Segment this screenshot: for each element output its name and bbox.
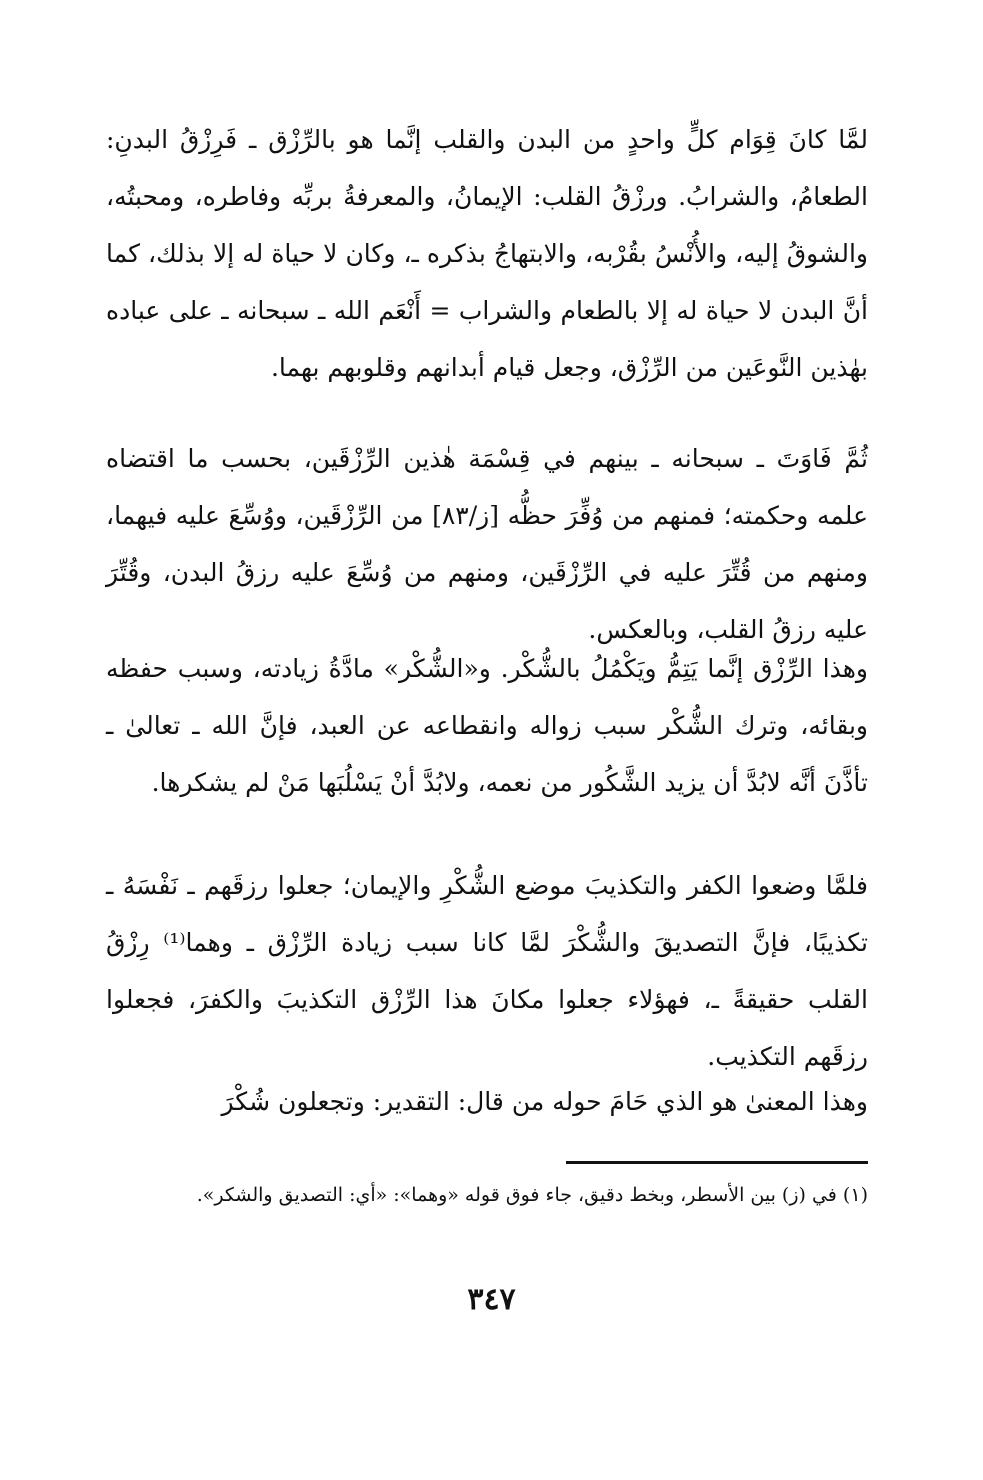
- footnote-divider: [566, 1161, 868, 1164]
- footnote: (١) في (ز) بين الأسطر، وبخط دقيق، جاء فوق قوله «وهما»: «أي: التصديق والشكر».: [196, 1184, 868, 1206]
- paragraph-2: ثُمَّ فَاوَتَ ـ سبحانه ـ بينهم في قِسْمَة هٰذين الرِّزْقَين، بحسب ما اقتضاه علمه وحكمته؛ فمنهم من وُفِّرَ حظُّه [ز/٨٣] من الرِّزْقَين، ووُسِّعَ عليه فيهما، ومنهم من قُتِّرَ عليه في الرِّزْقَين، ومنهم من وُسِّعَ عليه رزقُ البدن، وقُتِّرَ عليه رزقُ القلب، وبالعكس.: [106, 444, 868, 644]
- paragraph-4: فلمَّا وضعوا الكفر والتكذيبَ موضع الشُّكْرِ والإيمان؛ جعلوا رزقَهم ـ نَفْسَهُ ـ تكذيبًا، فإنَّ التصديقَ والشُّكْرَ لمَّا كانا سبب زيادة الرِّزْق ـ وهما⁽¹⁾ رِزْقُ القلب حقيقةً ـ، فهؤلاء جعلوا مكانَ هذا الرِّزْق التكذيبَ والكفرَ، فجعلوا رزقَهم التكذيب.: [106, 871, 868, 1071]
- paragraph-1: لمَّا كانَ قِوَام كلٍّ واحدٍ من البدن والقلب إنَّما هو بالرِّزْق ـ فَرِزْقُ البدنِ: الطعامُ، والشرابُ. ورزْقُ القلب: الإيمانُ، والمعرفةُ بربِّه وفاطره، ومحبتُه، والشوقُ إليه، والأُنْسُ بقُرْبه، والابتهاجُ بذكره ـ، وكان لا حياة له إلا بذلك، كما أنَّ البدن لا حياة له إلا بالطعام والشراب = أَنْعَم الله ـ سبحانه ـ على عباده بهٰذين النَّوعَين من الرِّزْق، وجعل قيام أبدانهم وقلوبهم بهما.: [106, 125, 868, 382]
- page-number: ٣٤٧: [467, 1282, 516, 1317]
- paragraph-5: وهذا المعنىٰ هو الذي حَامَ حوله من قال: التقدير: وتجعلون شُكْرَ: [221, 1087, 868, 1116]
- paragraph-3: وهذا الرِّزْق إنَّما يَتِمُّ ويَكْمُلُ بالشُّكْر. و«الشُّكْر» مادَّةُ زيادته، وسبب حفظه وبقائه، وترك الشُّكْر سبب زواله وانقطاعه عن العبد، فإنَّ الله ـ تعالىٰ ـ تأذَّنَ أنَّه لابُدَّ أن يزيد الشَّكُور من نعمه، ولابُدَّ أنْ يَسْلُبَها مَنْ لم يشكرها.: [106, 654, 868, 797]
